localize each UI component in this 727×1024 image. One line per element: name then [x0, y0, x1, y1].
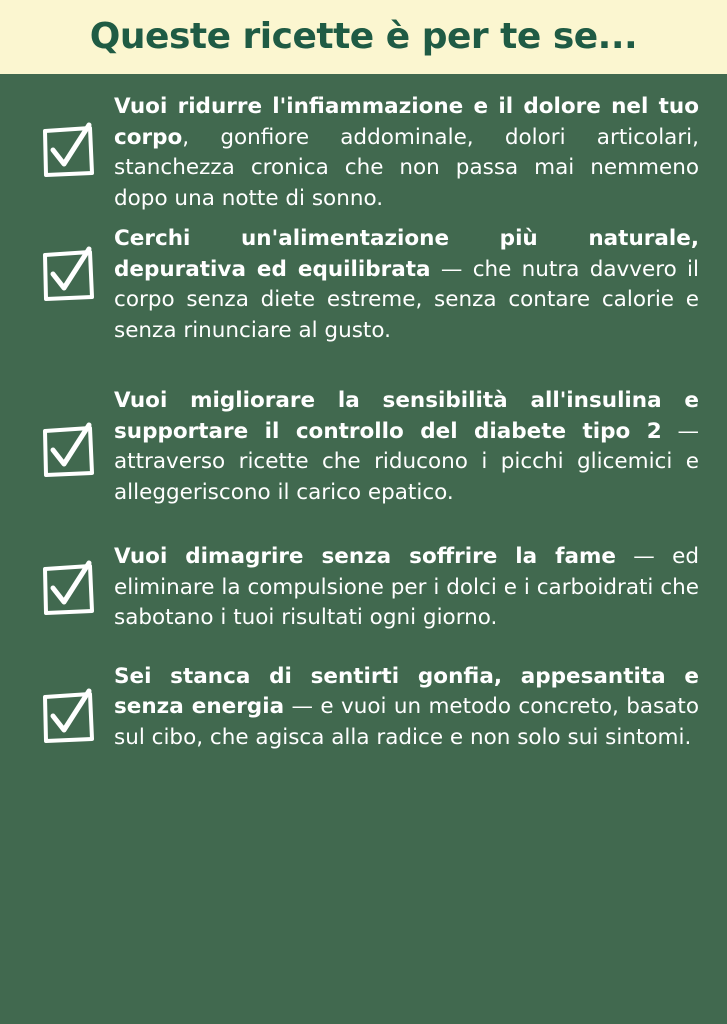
checkbox-wrap	[22, 542, 114, 616]
list-item-bold: Vuoi migliorare la sensibilità all'insulina e supportare il controllo del diabete tipo 2	[114, 388, 699, 444]
list-item-rest: — e vuoi un metodo concreto, basato sul cibo, che agisca alla radice e non solo sui sintomi.	[114, 694, 699, 750]
checkbox-wrap	[22, 386, 114, 478]
list-item	[22, 92, 703, 214]
list-item-bold: Vuoi ridurre l'infiammazione e il dolore nel tuo corpo	[114, 94, 699, 150]
list-item-text	[114, 542, 703, 634]
checkbox-wrap	[22, 92, 114, 178]
list-item-text	[114, 92, 703, 214]
checkbox-checked-icon	[40, 246, 96, 302]
list-item-bold: Cerchi un'alimentazione più naturale, depurativa ed equilibrata	[114, 226, 699, 282]
checkbox-checked-icon	[40, 422, 96, 478]
list-item-bold: Vuoi dimagrire senza soffrire la fame	[114, 544, 616, 570]
checklist	[0, 74, 727, 753]
list-item-text	[114, 386, 703, 508]
list-item-rest: — attraverso ricette che riducono i picchi glicemici e alleggeriscono il carico epatico.	[114, 418, 699, 505]
list-item-rest: — ed eliminare la compulsione per i dolci e i carboidrati che sabotano i tuoi risultati ogni giorno.	[114, 544, 700, 631]
list-item-text	[114, 224, 703, 346]
list-item-rest: , gonfiore addominale, dolori articolari, stanchezza cronica che non passa mai nemmeno dopo una notte di sonno.	[114, 124, 699, 211]
list-item	[22, 224, 703, 346]
list-item-rest: — che nutra davvero il corpo senza diete estreme, senza contare calorie e senza rinunciare al gusto.	[114, 256, 699, 343]
list-item	[22, 542, 703, 634]
header-band	[0, 0, 727, 74]
list-item	[22, 386, 703, 508]
checkbox-wrap	[22, 662, 114, 744]
page-title: Queste ricette è per te se...	[89, 16, 638, 57]
list-item	[22, 662, 703, 754]
list-item-text	[114, 662, 703, 754]
checkbox-wrap	[22, 224, 114, 302]
checkbox-checked-icon	[40, 688, 96, 744]
checkbox-checked-icon	[40, 122, 96, 178]
checkbox-checked-icon	[40, 560, 96, 616]
list-item-bold: Sei stanca di sentirti gonfia, appesantita e senza energia	[114, 663, 699, 720]
